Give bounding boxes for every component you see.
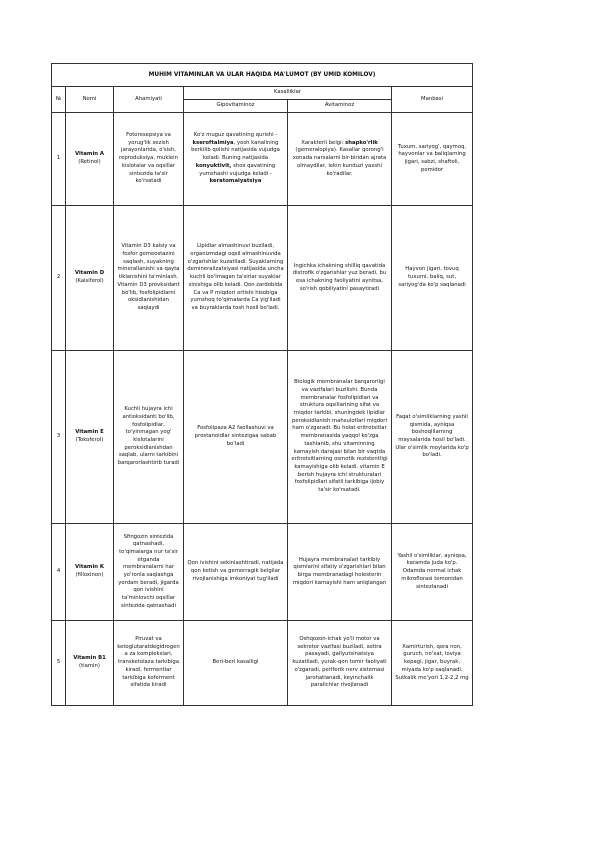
sources-cell: Hayvon jigari, tovuq tuxumi, baliq, sut, sariyog'da ko'p saqlanadi [392, 206, 473, 351]
importance-cell: Sfingozin sintezida qatnashadi, to'qimalarga nur ta'sir etganda membranalarni har yo'ronla saqlashga yordam beradi, jigarda qon ivishini ta'minlovchi oqsillar sintezida qatnashadi [114, 524, 184, 621]
vitamin-name: Vitamin E [75, 429, 104, 436]
term: konyuktivit, [195, 162, 232, 169]
vitamin-name-cell [66, 351, 114, 524]
vitamin-alt-name: (tiamin) [79, 663, 100, 669]
row-number: 4 [52, 524, 66, 621]
sources-cell: Yashil o'simliklar, ayniqsa, karamda juda ko'p. Odamda normal ichak mikroflorasi tomonidan sintezlanadi [392, 524, 473, 621]
sources-cell: Tuxum, sariyog', qaymoq, hayvonlar va baliqlarning jigari, sabzi, shaftoli, pomidor [392, 113, 473, 206]
vitamin-alt-name: (filloxinon) [75, 572, 104, 578]
header-avitaminosis: Avitaminoz [288, 100, 392, 113]
text: Xarakterli belgi: [301, 139, 346, 146]
text: (gemeralopiya). Kasallar qorong'i xonada narsalarni bir-biridan ajrata olmaydilar, lekin kunduzi yaxshi ko'radilar. [292, 147, 387, 177]
term: shapko'rlik [345, 139, 378, 146]
table-row [52, 351, 473, 524]
header-sources: Manbasi [392, 87, 473, 113]
hypovitaminosis-cell: Qon ivishini sekinlashtiradi, natijada qon ketish va gemorragik belgilar rivojlanishiga imkoniyat tug'iladi [184, 524, 288, 621]
text: shox qavatining yumshashi vujudga keladi - [199, 162, 276, 177]
hypovitaminosis-cell: Fosfolipaza A2 faollashuvi va prostanoidlar sintezigaa sabab bo'ladi [184, 351, 288, 524]
avitaminosis-cell: Biologik membranalar barqarorligi va vazifalari buzilishi. Bunda membranalar fosfolipidlari va struktura oqsillarining sifat va miqdor tarkibi, shuningdek lipidlar peroksidlanish mahsulotlari miqdori ham o'zgaradi. Bu holat eritrotsitlar membranasida yaqqol ko'zga tashlanib, shu vitaminning kamayish darajasi bilan bir vaqtda eritrotsitlarning osmotik rezistentligi kamayishiga olib keladi. vitamin E berish hujayra ichi strukturalari fosfolipidlari sifatli tarkibiga ijobiy ta'sir ko'rsatadi. [288, 351, 392, 524]
table-title: MUHIM VITAMINLAR VA ULAR HAQIDA MA'LUMOT (BY UMID KOMILOV) [52, 64, 473, 87]
importance-cell: Vitamin D3 kalsiy va fosfor gomeostazini saqlash, suyakning minerallanishi va qayta tiklanishini ta'minlash. Vitamin D3 provksidant bo'lib, fosfolipidlarni oksidlanishidan saqlaydi [114, 206, 184, 351]
row-number: 2 [52, 206, 66, 351]
text: Ko'z muguz qavatining qurishi - [193, 132, 278, 139]
avitaminosis-cell [288, 113, 392, 206]
vitamin-name-cell [66, 113, 114, 206]
row-number: 5 [52, 621, 66, 706]
vitamin-name-cell [66, 524, 114, 621]
vitamins-table [51, 63, 473, 706]
row-number: 1 [52, 113, 66, 206]
importance-cell: Fotoresepsiya va yorug'lik sezish jarayonlarida, o'sish, reproduksiya, muklein kislotalar va oqsillar sintezida ta'sir ko'rsatadi [114, 113, 184, 206]
vitamin-name: Vitamin B1 [73, 655, 106, 662]
header-number: № [52, 87, 66, 113]
sources-cell: Xamirturish, qora non, guruch, no'xat, loviya kepagi, jigar, buyrak, miyada ko'p saqlanadi. Sutkalik me'yori 1,2-2,2 mg [392, 621, 473, 706]
term: kseroftalmiya [192, 139, 234, 146]
vitamin-name-cell [66, 206, 114, 351]
importance-cell: Kuchli hujayra ichi antioksidanti bo'lib, fosfolipidlar, to'yinmagan yog' kislotalarini peroksidlanishdan saqlab, ularni tarkibini barqarorlashtirib turadi [114, 351, 184, 524]
vitamin-name-cell [66, 621, 114, 706]
vitamin-alt-name: (Kalsiferol) [75, 278, 104, 284]
header-diseases: Kasalliklar [184, 87, 392, 100]
table-row [52, 621, 473, 706]
hypovitaminosis-cell: Beri-beri kasalligi [184, 621, 288, 706]
row-number: 3 [52, 351, 66, 524]
importance-cell: Piruvat va ketoglutaratdegidrogena za komplekslari, transketolaza tarkibiga kiradi, fermentlar tarkibiga koferment sifatida kiradi [114, 621, 184, 706]
vitamin-name: Vitamin K [75, 564, 104, 571]
table-row [52, 113, 473, 206]
avitaminosis-cell: Ingichka ichakning shilliq qavatida distrofik o'zgarishlar yuz beradi, bu esa ichakning faoliyatini aynitsa, so'rish qobiliyatini pasaytiradi [288, 206, 392, 351]
vitamin-alt-name: (Tokoferol) [75, 437, 104, 443]
vitamin-alt-name: (Retinol) [78, 159, 101, 165]
term: keratomalyatsiya [209, 178, 262, 185]
table-row [52, 524, 473, 621]
header-importance: Ahamiyati [114, 87, 184, 113]
header-name: Nomi [66, 87, 114, 113]
hypovitaminosis-cell [184, 113, 288, 206]
avitaminosis-cell: Hujayra membranalari tarkibiy qismlarini sifatiy o'zgarishlari bilan birga membranadagi holesterin miqdori kamayishi ham aniqlangan [288, 524, 392, 621]
vitamin-name: Vitamin D [74, 270, 105, 277]
hypovitaminosis-cell: Lipidlar almashinuvi buziladi, organizmdagi oqsil almashinuvida o'zgarishlar kuzatiladi. Suyaklarning demineralizatsiyasi natijasida uncha kuchli bo'lmagan ta'sirlar suyaklar sinishiga olib keladi. Qon zardobida Ca va P miqdori ortishi hisobiga yumshoq to'qimalarda Ca yig'iladi va buyraklarda tosh hosil bo'ladi. [184, 206, 288, 351]
vitamin-name: Vitamin A [75, 151, 104, 158]
header-hypovitaminosis: Gipovitaminoz [184, 100, 288, 113]
avitaminosis-cell: Oshqozon-ichak yo'li motor va sekretor vazifasi buziladi, xotira pasayadi, gallyutsinatsiya kuzatiladi, yurak-qon tomir faoliyati o'zgaradi, periferik nerv sistemasi jarohatlanadi, keyinchalik paralichlar rivojlanadi [288, 621, 392, 706]
sources-cell: Faqat o'simliklarning yashil qismida, ayniqsa boshoqlilarning maysalarida hosil bo'ladi. Ular o'simlik moylarida ko'p bo'ladi. [392, 351, 473, 524]
table-row [52, 206, 473, 351]
text: , yosh kanalining berkilib qolishi natijasida vujudga keladi. Buning natijasida [191, 139, 280, 162]
